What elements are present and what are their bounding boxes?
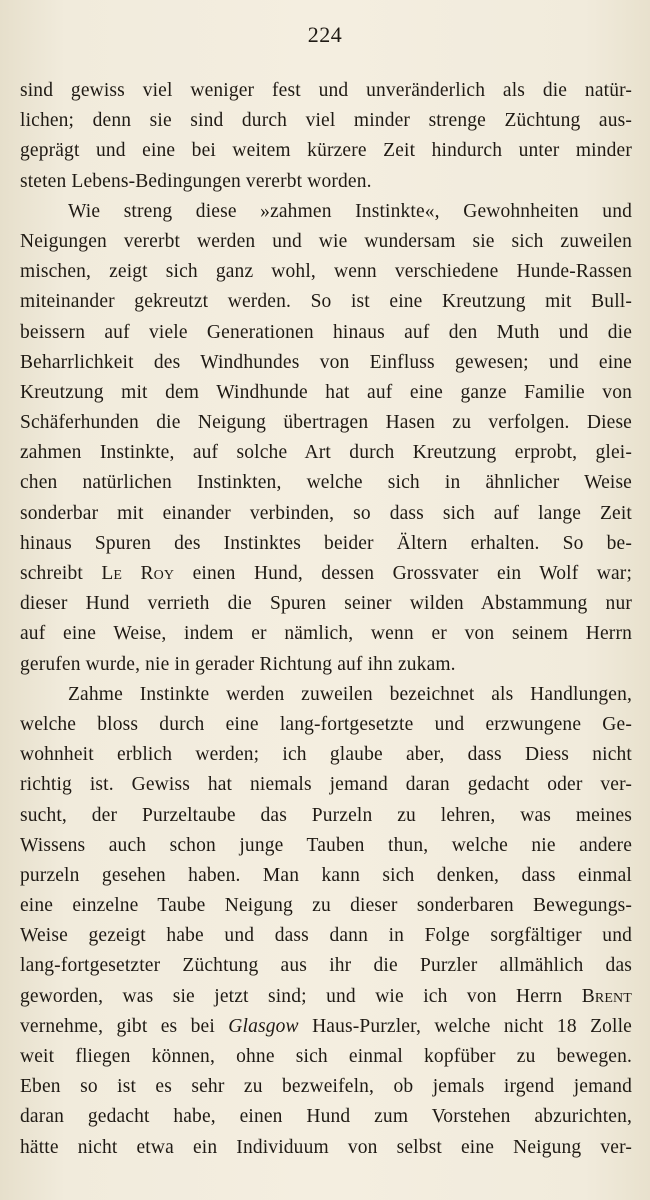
text-line: wohnheit erblich werden; ich glaube aber, dass Diess nicht <box>20 744 632 766</box>
text-line: eine einzelne Taube Neigung zu dieser sonderbaren Bewegungs- <box>20 895 632 917</box>
text-line: geprägt und eine bei weitem kürzere Zeit hindurch unter minder <box>20 140 632 162</box>
author-name-brent: Brent <box>581 985 632 1007</box>
page-number: 224 <box>307 22 343 47</box>
text-line: gerufen wurde, nie in gerader Richtung auf ihn zukam. <box>20 653 456 675</box>
text-line: weit fliegen können, ohne sich einmal kopfüber zu bewegen. <box>20 1046 632 1067</box>
author-name-le-roy: Le Roy <box>101 563 175 584</box>
text-line: richtig ist. Gewiss hat niemals jemand daran gedacht oder ver- <box>20 774 632 796</box>
text-segment: Haus-Purzler, welche nicht 18 Zolle <box>298 1015 632 1037</box>
text-line: daran gedacht habe, einen Hund zum Vorstehen abzurichten, <box>20 1106 632 1128</box>
text-line: dieser Hund verrieth die Spuren seiner wilden Abstammung nur <box>20 593 632 615</box>
text-line: lichen; denn sie sind durch viel minder strenge Züchtung aus- <box>20 110 632 132</box>
text-line: sonderbar mit einander verbinden, so dass sich auf lange Zeit <box>20 502 632 524</box>
text-line: chen natürlichen Instinkten, welche sich in ähnlicher Weise <box>20 472 632 494</box>
place-name-glasgow: Glasgow <box>228 1015 299 1037</box>
text-line <box>20 982 632 1012</box>
text-line: sind gewiss viel weniger fest und unveränderlich als die natür- <box>20 80 632 101</box>
text-segment: schreibt <box>20 563 102 584</box>
text-segment: einen Hund, dessen Grossvater ein Wolf war; <box>174 563 633 584</box>
text-line: lang-fortgesetzter Züchtung aus ihr die Purzler allmählich das <box>20 955 632 977</box>
text-line: beissern auf viele Generationen hinaus auf den Muth und die <box>20 321 632 343</box>
text-segment: vernehme, gibt es bei <box>20 1015 229 1037</box>
text-line: miteinander gekreutzt werden. So ist eine Kreutzung mit Bull- <box>20 291 632 313</box>
text-line: auf eine Weise, indem er nämlich, wenn er von seinem Herrn <box>20 623 632 645</box>
text-line <box>20 559 632 589</box>
text-line: hinaus Spuren des Instinktes beider Ältern erhalten. So be- <box>20 532 632 554</box>
text-line: steten Lebens-Bedingungen vererbt worden. <box>20 170 372 192</box>
paragraph-start-line: Zahme Instinkte werden zuweilen bezeichnet als Handlungen, <box>68 683 632 705</box>
text-line <box>20 1012 632 1042</box>
text-line: sucht, der Purzeltaube das Purzeln zu lehren, was meines <box>20 804 632 826</box>
text-body <box>20 76 632 1163</box>
text-line: mischen, zeigt sich ganz wohl, wenn verschiedene Hunde-Rassen <box>20 261 632 283</box>
text-line: Kreutzung mit dem Windhunde hat auf eine ganze Familie von <box>20 381 632 403</box>
text-line: welche bloss durch eine lang-fortgesetzte und erzwungene Ge- <box>20 713 632 735</box>
paragraph-start-line: Wie streng diese »zahmen Instinkte«, Gewohnheiten und <box>68 200 632 222</box>
text-line: hätte nicht etwa ein Individuum von selbst eine Neigung ver- <box>20 1136 632 1158</box>
text-segment: geworden, was sie jetzt sind; und wie ich von Herrn <box>20 985 582 1007</box>
text-line: Weise gezeigt habe und dass dann in Folge sorgfältiger und <box>20 925 632 947</box>
text-line: Neigungen vererbt werden und wie wundersam sie sich zuweilen <box>20 230 632 252</box>
text-line: Beharrlichkeit des Windhundes von Einfluss gewesen; und eine <box>20 351 632 373</box>
text-line: purzeln gesehen haben. Man kann sich denken, dass einmal <box>20 864 632 886</box>
text-line: Schäferhunden die Neigung übertragen Hasen zu verfolgen. Diese <box>20 412 632 434</box>
text-line: Wissens auch schon junge Tauben thun, welche nie andere <box>20 834 632 856</box>
text-line: Eben so ist es sehr zu bezweifeln, ob jemals irgend jemand <box>20 1076 632 1098</box>
text-line: zahmen Instinkte, auf solche Art durch Kreutzung erprobt, glei- <box>20 442 632 464</box>
